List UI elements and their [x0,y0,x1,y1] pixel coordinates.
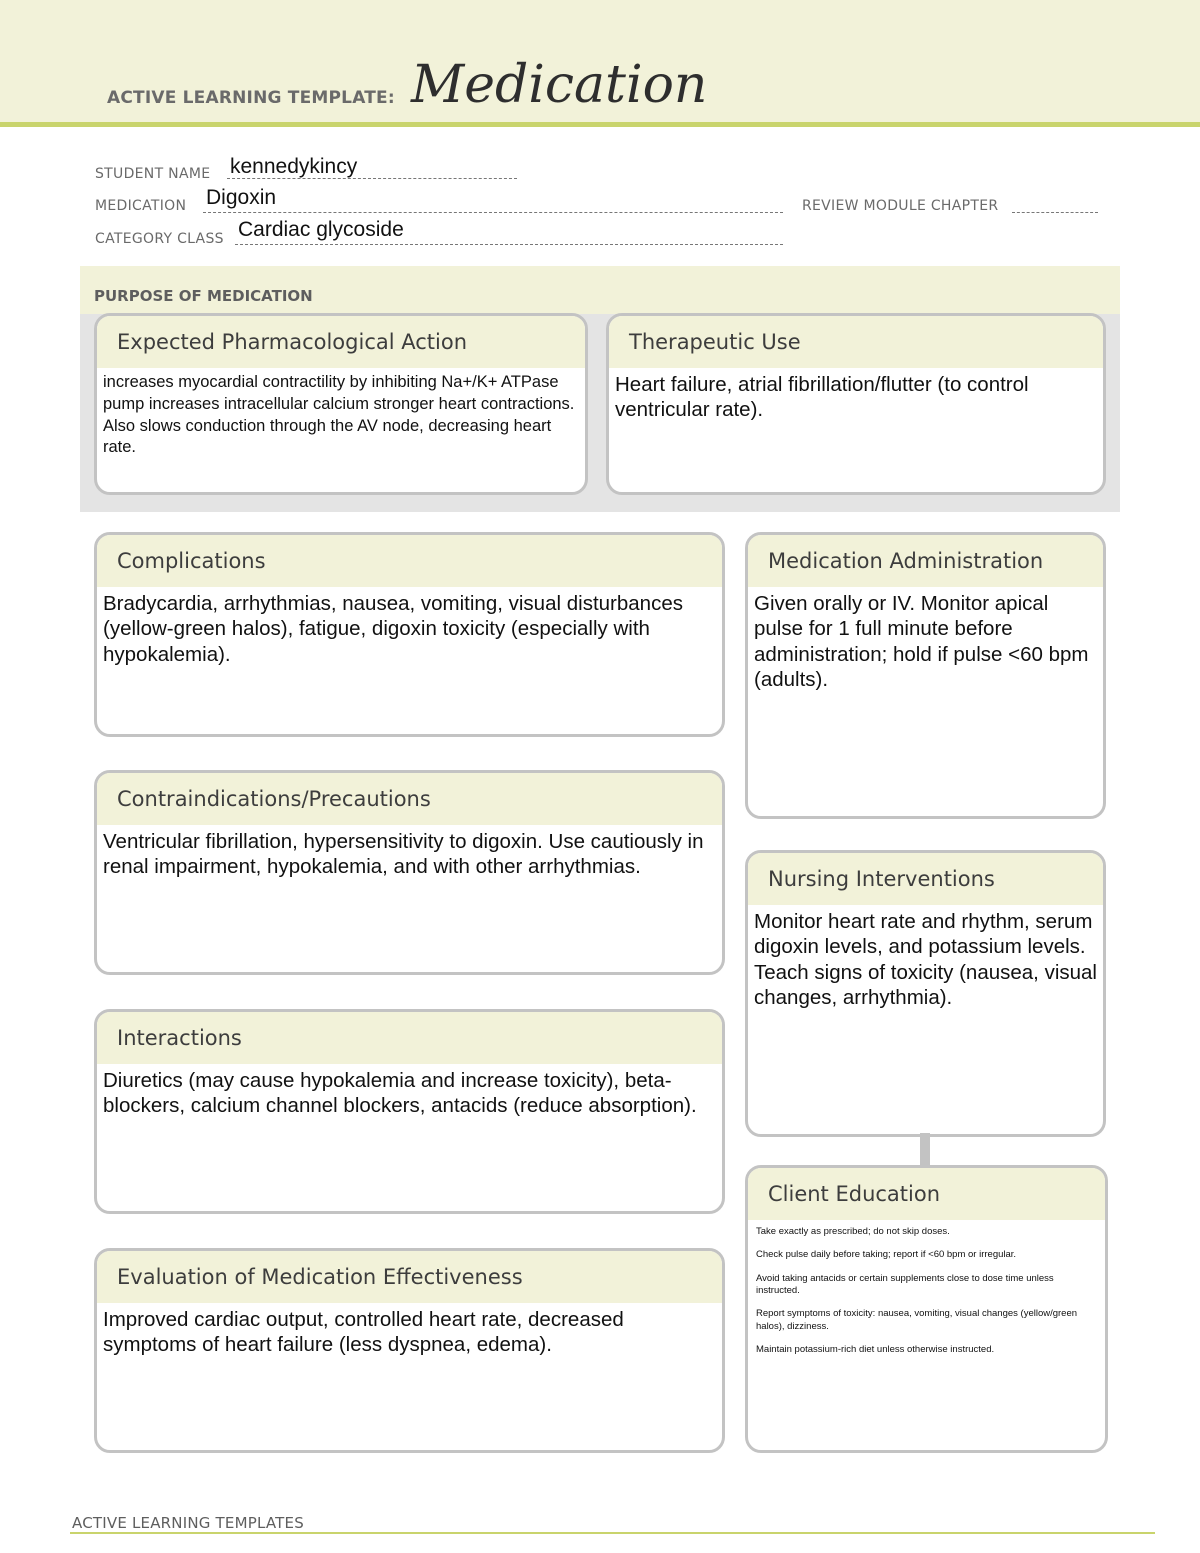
client-education-item: Avoid taking antacids or certain supplements close to dose time unless instructed. [756,1272,1054,1297]
review-module-label: REVIEW MODULE CHAPTER [802,198,999,214]
client-education-item: Report symptoms of toxicity: nausea, vomiting, visual changes (yellow/green halos), dizziness. [756,1308,1078,1332]
administration-title: Medication Administration [748,535,1103,587]
nursing-box [745,850,1106,1137]
connector-bar [920,1133,930,1167]
interactions-text[interactable]: Diuretics (may cause hypokalemia and increase toxicity), beta-blockers, calcium channel blockers, antacids (reduce absorption). [103,1069,697,1118]
complications-text[interactable]: Bradycardia, arrhythmias, nausea, vomiting, visual disturbances (yellow-green halos), fatigue, digoxin toxicity (especially with hypokalemia). [103,592,683,666]
nursing-title: Nursing Interventions [748,853,1103,905]
complications-title: Complications [97,535,722,587]
expected-action-title: Expected Pharmacological Action [97,316,585,368]
evaluation-text[interactable]: Improved cardiac output, controlled heart rate, decreased symptoms of heart failure (less dyspnea, edema). [103,1308,624,1357]
client-education-item: Take exactly as prescribed; do not skip doses. [756,1226,950,1237]
category-class-label: CATEGORY CLASS [95,231,224,247]
interactions-box [94,1009,725,1214]
contraindications-box [94,770,725,975]
medication-line [203,212,783,213]
therapeutic-use-title: Therapeutic Use [609,316,1103,368]
therapeutic-use-box [606,313,1106,495]
evaluation-title: Evaluation of Medication Effectiveness [97,1251,722,1303]
evaluation-box [94,1248,725,1453]
nursing-text[interactable]: Monitor heart rate and rhythm, serum digoxin levels, and potassium levels. Teach signs of toxicity (nausea, visual changes, arrhythmia). [754,910,1097,1010]
expected-action-box [94,313,588,495]
complications-box [94,532,725,737]
medication-field[interactable]: Digoxin [206,186,277,209]
template-label: ACTIVE LEARNING TEMPLATE: [107,88,395,108]
header-rule [0,122,1200,127]
footer-label: ACTIVE LEARNING TEMPLATES [72,1514,304,1532]
client-education-title: Client Education [748,1168,1105,1220]
medication-label: MEDICATION [95,198,187,214]
page-title: Medication [411,55,708,115]
purpose-label: PURPOSE OF MEDICATION [94,287,313,305]
contraindications-text[interactable]: Ventricular fibrillation, hypersensitivity to digoxin. Use cautiously in renal impairment, hypokalemia, and with other arrhythmias. [103,830,704,879]
client-education-box [745,1165,1108,1453]
therapeutic-use-text[interactable]: Heart failure, atrial fibrillation/flutter (to control ventricular rate). [615,373,1029,422]
interactions-title: Interactions [97,1012,722,1064]
administration-box [745,532,1106,819]
client-education-item: Check pulse daily before taking; report if <60 bpm or irregular. [756,1249,1017,1261]
administration-text[interactable]: Given orally or IV. Monitor apical pulse for 1 full minute before administration; hold if pulse <60 bpm (adults). [754,592,1089,692]
client-education-list[interactable] [748,1220,1105,1356]
category-class-line [235,244,783,245]
category-class-field[interactable]: Cardiac glycoside [238,218,404,241]
footer-rule [70,1532,1155,1534]
client-education-item: Maintain potassium-rich diet unless otherwise instructed. [756,1344,995,1356]
contraindications-title: Contraindications/Precautions [97,773,722,825]
review-module-field[interactable] [1012,212,1098,213]
expected-action-text[interactable]: increases myocardial contractility by inhibiting Na+/K+ ATPase pump increases intracellular calcium stronger heart contractions. Also slows conduction through the AV node, decreasing heart rate. [103,373,575,457]
student-name-field[interactable]: kennedykincy [230,155,358,178]
student-name-label: STUDENT NAME [95,166,211,182]
